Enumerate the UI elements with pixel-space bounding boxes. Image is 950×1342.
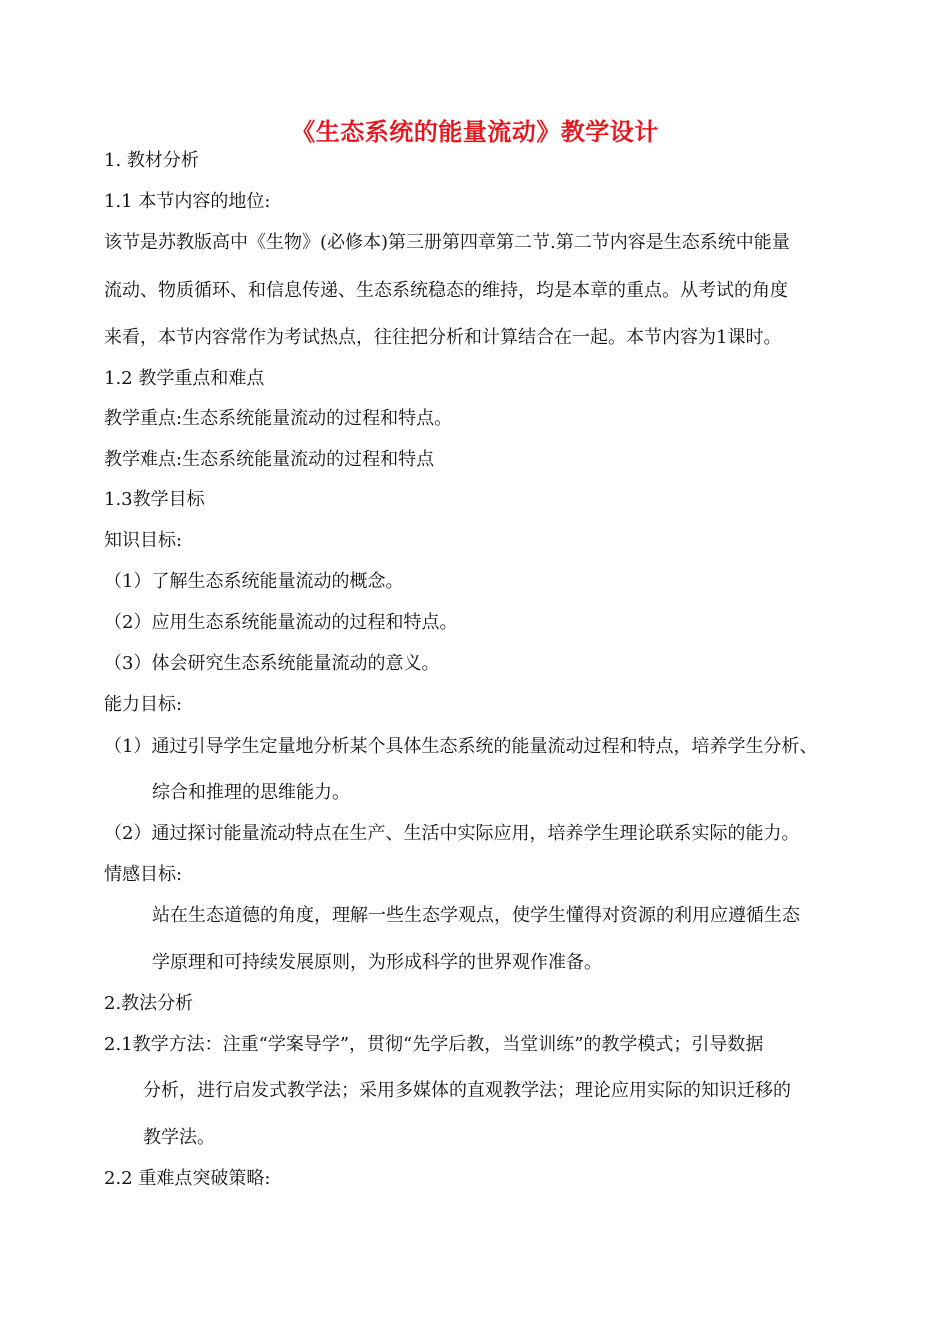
paragraph-line: 流动、物质循环、和信息传递、生态系统稳态的维持，均是本章的重点。从考试的角度 [104, 280, 788, 301]
paragraph-line: 2.1教学方法：注重“学案导学”，贯彻“先学后教，当堂训练”的教学模式；引导数据 [104, 1034, 764, 1055]
list-item: （1）通过引导学生定量地分析某个具体生态系统的能量流动过程和特点，培养学生分析、 [104, 736, 818, 757]
key-point-text: 教学重点:生态系统能量流动的过程和特点。 [104, 408, 453, 429]
section-heading-1: 1. 教材分析 [104, 150, 199, 171]
emotion-goal-heading: 情感目标: [104, 864, 183, 885]
subsection-heading-1-3: 1.3教学目标 [104, 489, 205, 510]
subsection-heading-2-2: 2.2 重难点突破策略: [104, 1168, 271, 1189]
list-item: （2）通过探讨能量流动特点在生产、生活中实际应用，培养学生理论联系实际的能力。 [104, 823, 800, 844]
section-heading-2: 2.教法分析 [104, 993, 194, 1014]
ability-goal-heading: 能力目标: [104, 694, 183, 715]
subsection-heading-1-2: 1.2 教学重点和难点 [104, 368, 265, 389]
list-item: （3）体会研究生态系统能量流动的意义。 [104, 653, 440, 674]
document-title: 《生态系统的能量流动》教学设计 [291, 117, 659, 146]
list-item: （1）了解生态系统能量流动的概念。 [104, 571, 404, 592]
difficult-point-text: 教学难点:生态系统能量流动的过程和特点 [104, 449, 435, 470]
paragraph-line: 该节是苏教版高中《生物》(必修本)第三册第四章第二节.第二节内容是生态系统中能量 [104, 232, 790, 253]
list-item: （2）应用生态系统能量流动的过程和特点。 [104, 612, 458, 633]
list-item-continuation: 综合和推理的思维能力。 [152, 782, 350, 803]
paragraph-line: 教学法。 [143, 1127, 215, 1148]
subsection-heading-1-1: 1.1 本节内容的地位: [104, 191, 271, 212]
knowledge-goal-heading: 知识目标: [104, 530, 183, 551]
paragraph-line: 学原理和可持续发展原则，为形成科学的世界观作准备。 [152, 952, 602, 973]
paragraph-line: 来看，本节内容常作为考试热点，往往把分析和计算结合在一起。本节内容为1课时。 [104, 327, 782, 348]
paragraph-line: 站在生态道德的角度，理解一些生态学观点，使学生懂得对资源的利用应遵循生态 [152, 905, 800, 926]
paragraph-line: 分析，进行启发式教学法；采用多媒体的直观教学法；理论应用实际的知识迁移的 [143, 1080, 791, 1101]
